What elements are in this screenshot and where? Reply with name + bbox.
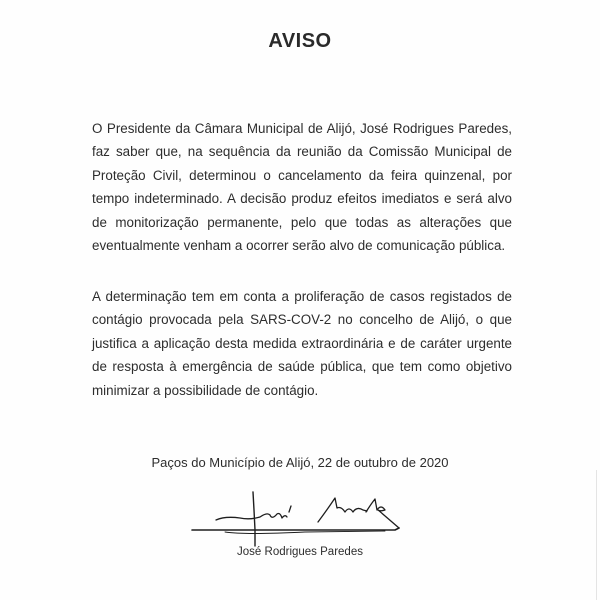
scan-edge-line [596,470,597,600]
document-title: AVISO [268,30,332,52]
signature-second-stroke [318,498,367,522]
signature-lead-stroke [216,514,287,521]
signer-name: José Rodrigues Paredes [237,546,363,558]
paragraph-justification: A determinação tem em conta a proliferação de casos registados de contágio provocada pela SARS-COV-2 no concelho de Alijó, o que justifica a aplicação desta medida extraordinária e de caráter urgente de resposta à emergência de saúde pública, que tem como objetivo minimizar a possibilidade de contágio. [92,289,512,398]
signature-accent-stroke [289,506,291,512]
signature-underline-lower [225,531,385,534]
place-and-date: Paços do Município de Alijó, 22 de outubro de 2020 [151,455,449,470]
signature-underline-stroke [192,528,399,530]
signature-final-stroke [366,499,399,528]
paragraph-announcement: O Presidente da Câmara Municipal de Alijó, José Rodrigues Paredes, faz saber que, na sequência da reunião da Comissão Municipal de Proteção Civil, determinou o cancelamento da feira quinzenal, por tempo indeterminado. A decisão produz efeitos imediatos e será alvo de monitorização permanente, pelo que todas as alterações que eventualmente venham a ocorrer serão alvo de comunicação pública. [92,121,512,254]
handwritten-signature-icon [185,490,420,550]
